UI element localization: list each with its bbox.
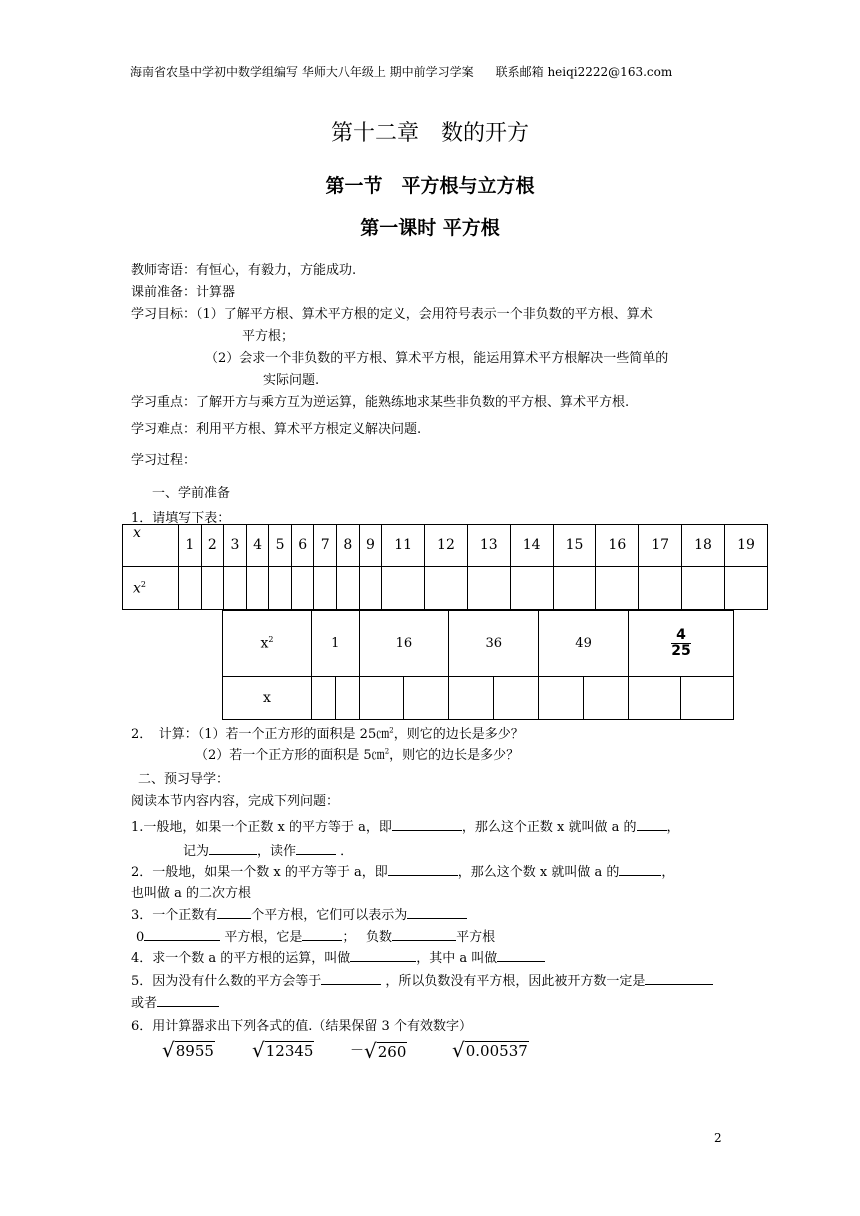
goal-label: 学习目标： xyxy=(131,307,197,322)
table-cell: 17 xyxy=(639,525,682,567)
answer-cell[interactable] xyxy=(291,566,314,609)
sqrt-symbol: √ 8955 xyxy=(162,1038,214,1062)
page-header xyxy=(130,63,672,80)
table-row-squares xyxy=(223,611,734,677)
answer-cell[interactable] xyxy=(425,566,468,609)
table-cell: 16 xyxy=(596,525,639,567)
table-cell: 4 xyxy=(246,525,269,567)
table-cell: 9 xyxy=(359,525,382,567)
item-6: 6．用计算器求出下列各式的值.（结果保留 3 个有效数字） xyxy=(131,1019,472,1034)
table-label-x-squared: $x^2$ xyxy=(123,566,179,609)
table-cell: 49 xyxy=(539,611,629,677)
table-row-roots xyxy=(223,677,734,720)
answer-cell[interactable] xyxy=(359,566,382,609)
answer-cell[interactable] xyxy=(584,677,629,720)
blank[interactable] xyxy=(392,818,462,831)
table-cell: 18 xyxy=(682,525,725,567)
answer-cell[interactable] xyxy=(510,566,553,609)
chapter-title: 第十二章 数的开方 xyxy=(330,121,529,146)
table-row-x xyxy=(123,525,768,567)
table-cell: 1 xyxy=(312,611,360,677)
answer-cell[interactable] xyxy=(596,566,639,609)
question-2b: （2）若一个正方形的面积是 5㎝$^2$，则它的边长是多少？ xyxy=(195,747,520,763)
negative-sqrt: － √ 260 xyxy=(350,1039,407,1063)
answer-cell[interactable] xyxy=(724,566,767,609)
answer-cell[interactable] xyxy=(539,677,584,720)
preparation: 课前准备：计算器 xyxy=(131,285,236,300)
answer-cell[interactable] xyxy=(201,566,224,609)
difficulty-points: 学习难点：利用平方根、算术平方根定义解决问题. xyxy=(131,422,422,437)
answer-cell[interactable] xyxy=(335,677,359,720)
sqrt-symbol: √ 12345 xyxy=(252,1038,314,1062)
table-cell: 11 xyxy=(382,525,425,567)
key-points: 学习重点：了解开方与乘方互为逆运算，能熟练地求某些非负数的平方根、算术平方根. xyxy=(131,395,630,410)
item-3-continued: 0 平方根，它是 ； 负数 平方根 xyxy=(136,930,496,945)
sqrt-expression-2 xyxy=(252,1040,314,1061)
header-text: 海南省农垦中学初中数学组编写 华师大八年级上 期中前学习学案 xyxy=(130,65,474,79)
answer-cell[interactable] xyxy=(553,566,596,609)
item-1-continued: 记为 ，读作 ． xyxy=(183,844,354,859)
square-table xyxy=(122,524,768,610)
blank[interactable] xyxy=(388,863,458,876)
blank[interactable] xyxy=(619,863,661,876)
table-cell: 7 xyxy=(314,525,337,567)
item-1: 1.一般地，如果一个正数 x 的平方等于 a，即 ，那么这个正数 x 就叫做 a 的 ， xyxy=(131,820,680,835)
answer-cell[interactable] xyxy=(179,566,202,609)
answer-cell[interactable] xyxy=(314,566,337,609)
fraction-cell xyxy=(628,611,733,677)
teacher-motto: 教师寄语：有恒心，有毅力，方能成功. xyxy=(131,263,357,278)
table-label-x-2: x xyxy=(223,677,312,720)
blank[interactable] xyxy=(321,972,381,985)
answer-cell[interactable] xyxy=(449,677,494,720)
blank[interactable] xyxy=(302,928,342,941)
table-cell: 16 xyxy=(359,611,449,677)
sqrt-expression-4 xyxy=(452,1040,529,1061)
goal1-continued: 平方根； xyxy=(242,329,295,344)
blank[interactable] xyxy=(296,842,336,855)
item-5: 5．因为没有什么数的平方会等于 ，所以负数没有平方根，因此被开方数一定是 xyxy=(131,970,713,989)
answer-cell[interactable] xyxy=(681,677,734,720)
blank[interactable] xyxy=(209,842,257,855)
answer-cell[interactable] xyxy=(246,566,269,609)
answer-cell[interactable] xyxy=(224,566,247,609)
item-3: 3．一个正数有 个平方根，它们可以表示为 xyxy=(131,904,467,923)
table-cell: 3 xyxy=(224,525,247,567)
answer-cell[interactable] xyxy=(382,566,425,609)
learning-process: 学习过程： xyxy=(131,453,197,468)
root-table xyxy=(222,610,734,720)
question-2a: 2． 计算：（1）若一个正方形的面积是 25㎝$^2$，则它的边长是多少？ xyxy=(131,726,524,742)
table-cell: 13 xyxy=(467,525,510,567)
answer-cell[interactable] xyxy=(494,677,539,720)
table-cell: 19 xyxy=(724,525,767,567)
question-1: 1．请填写下表： xyxy=(131,511,231,526)
sqrt-symbol: √ 0.00537 xyxy=(452,1038,528,1062)
goal1-text: （1）了解平方根、算术平方根的定义，会用符号表示一个非负数的平方根、算术 xyxy=(196,307,653,322)
table-label-x-squared-2: $x^2$ xyxy=(223,611,312,677)
goal-line-1 xyxy=(131,303,653,322)
goal2-text: （2）会求一个非负数的平方根、算术平方根，能运用算术平方根解决一些简单的 xyxy=(205,351,669,366)
item-5-continued: 或者 xyxy=(131,992,219,1011)
blank[interactable] xyxy=(157,994,219,1007)
header-contact: 联系邮箱 heiqi2222@163.com xyxy=(495,65,673,79)
answer-cell[interactable] xyxy=(628,677,680,720)
fraction: $\frac{4}{25}$ xyxy=(671,627,691,659)
table-cell: 14 xyxy=(510,525,553,567)
table-row-x-squared xyxy=(123,566,768,609)
table-cell: 1 xyxy=(179,525,202,567)
answer-cell[interactable] xyxy=(359,677,404,720)
lesson-title: 第一课时 平方根 xyxy=(360,217,500,239)
table-cell: 12 xyxy=(425,525,468,567)
section-title: 第一节 平方根与立方根 xyxy=(325,175,535,197)
answer-cell[interactable] xyxy=(639,566,682,609)
answer-cell[interactable] xyxy=(312,677,336,720)
table-cell: 8 xyxy=(337,525,360,567)
sqrt-expression-1 xyxy=(162,1040,215,1061)
part1-title: 一、学前准备 xyxy=(152,486,231,501)
page-number: 2 xyxy=(714,1131,722,1145)
item-4: 4．求一个数 a 的平方根的运算，叫做 ，其中 a 叫做 xyxy=(131,947,545,966)
answer-cell[interactable] xyxy=(269,566,292,609)
part2-title: 二、预习导学： xyxy=(138,772,230,787)
table-cell: 6 xyxy=(291,525,314,567)
answer-cell[interactable] xyxy=(404,677,449,720)
item-2-continued: 也叫做 a 的二次方根 xyxy=(131,886,252,901)
answer-cell[interactable] xyxy=(337,566,360,609)
item-2: 2．一般地，如果一个数 x 的平方等于 a，即 ，那么这个数 x 就叫做 a 的 ， xyxy=(131,865,675,880)
blank[interactable] xyxy=(144,928,220,941)
table-cell: 2 xyxy=(201,525,224,567)
blank[interactable] xyxy=(645,972,713,985)
blank[interactable] xyxy=(497,949,545,962)
table-label-x: x xyxy=(123,525,179,567)
blank[interactable] xyxy=(350,949,416,962)
goal2-continued: 实际问题. xyxy=(263,373,320,388)
table-cell: 15 xyxy=(553,525,596,567)
answer-cell[interactable] xyxy=(467,566,510,609)
blank[interactable] xyxy=(637,818,667,831)
table-cell: 5 xyxy=(269,525,292,567)
blank[interactable] xyxy=(392,928,456,941)
answer-cell[interactable] xyxy=(682,566,725,609)
sqrt-expression-3 xyxy=(350,1040,407,1061)
part2-intro: 阅读本节内容内容，完成下列问题： xyxy=(131,794,340,809)
table-cell: 36 xyxy=(449,611,539,677)
blank[interactable] xyxy=(407,906,467,919)
blank[interactable] xyxy=(217,906,251,919)
